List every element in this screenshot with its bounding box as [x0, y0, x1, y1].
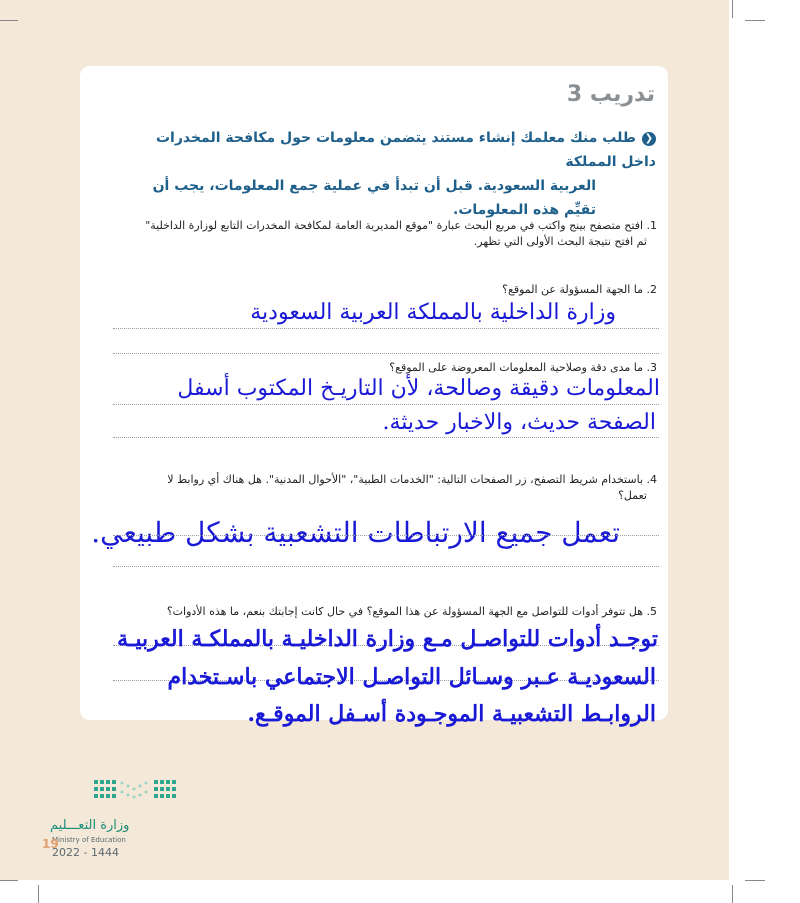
question-text: 1. افتح متصفح بينج واكتب في مربع البحث عبارة "موقع المديرية العامة لمكافحة المخدرات التابع لوزارة الداخلية" — [145, 219, 657, 232]
question-text: 4. باستخدام شريط التصفح، زر الصفحات التالية: "الخدمات الطبية"، "الأحوال المدنية". هل هناك أي روابط لا — [167, 473, 657, 486]
question-text: تعمل؟ — [618, 489, 647, 502]
academic-year: 2022 - 1444 — [52, 846, 119, 859]
question-5: 5. هل تتوفر أدوات للتواصل مع الجهة المسؤولة عن هذا الموقع؟ في حال كانت إجابتك بنعم، ما هذه الأدوات؟ — [166, 605, 657, 618]
exercise-title: تدريب 3 — [566, 82, 655, 107]
question-1 — [137, 218, 657, 250]
ministry-name-arabic: وزارة التعـــليم — [50, 818, 130, 833]
intro-line: طلب منك معلمك إنشاء مستند يتضمن معلومات حول مكافحة المخدرات داخل المملكة — [155, 130, 656, 170]
crop-mark — [732, 885, 733, 903]
answer-line — [113, 404, 659, 405]
answer-line — [113, 353, 659, 354]
crop-mark — [745, 880, 765, 881]
question-2: 2. ما الجهة المسؤولة عن الموقع؟ — [502, 283, 657, 296]
page-number: 19 — [42, 837, 59, 851]
ministry-logo-icon — [90, 778, 182, 802]
question-3: 3. ما مدى دقة وصلاحية المعلومات المعروضة على الموقع؟ — [389, 361, 657, 374]
exercise-intro — [136, 126, 656, 222]
handwritten-answer: المعلومات دقيقة وصالحة، لأن التاريـخ المكتوب أسفل — [177, 376, 660, 401]
handwritten-answer: السعوديـة عـبر وسـائل التواصـل الاجتماعي باسـتخدام — [167, 664, 656, 690]
answer-line — [113, 566, 659, 567]
ministry-name-english: Ministry of Education — [52, 836, 126, 844]
handwritten-answer: الصفحة حديث، والاخبار حديثة. — [382, 410, 656, 435]
answer-line — [113, 437, 659, 438]
handwritten-answer: توجـد أدوات للتواصـل مـع وزارة الداخليـة بالمملكـة العربيـة — [117, 626, 658, 652]
question-text: ثم افتح نتيجة البحث الأولى التي تظهر. — [473, 235, 647, 248]
answer-line — [113, 535, 659, 536]
answer-line — [113, 328, 659, 329]
crop-mark — [0, 20, 18, 21]
handwritten-answer: الروابـط التشعبيـة الموجـودة أسـفل الموقـع. — [247, 701, 656, 727]
handwritten-answer: وزارة الداخلية بالمملكة العربية السعودية — [250, 300, 616, 325]
intro-line: العربية السعودية. قبل أن تبدأ في عملية جمع المعلومات، يجب أن تقيِّم هذه المعلومات. — [152, 178, 596, 218]
crop-mark — [745, 20, 765, 21]
crop-mark — [0, 880, 18, 881]
arrow-circle-icon: ❮ — [642, 132, 656, 146]
question-4 — [137, 472, 657, 504]
crop-mark — [732, 0, 733, 18]
crop-mark — [38, 885, 39, 903]
handwritten-answer: تعمل جميع الارتباطات التشعبية بشكل طبيعي. — [91, 516, 620, 549]
